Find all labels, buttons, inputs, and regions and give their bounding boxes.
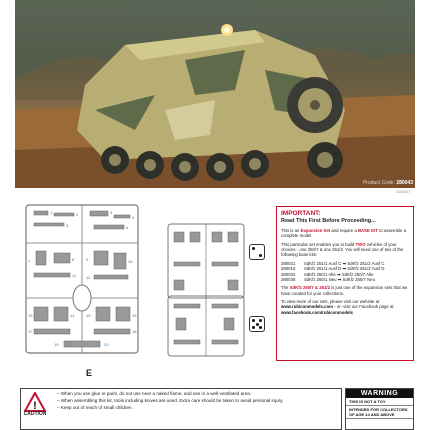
svg-text:!: ! (33, 400, 37, 412)
info-subtitle: Read This First Before Proceeding... (281, 218, 376, 225)
part-number: 1 (50, 210, 53, 215)
info-paragraph: This particular set enables you to build TWO vehicles of your choices - one 250/7 & one 251/2. You will need one of two of the following base kits: (281, 241, 404, 258)
caution-item: – When you use glue or paint, do not use near a naked flame, and use in a well-ventilated area. (57, 391, 341, 396)
part-number: 3 (110, 210, 113, 215)
info-paragraph: This is an Expansion Set and require a BASE KIT to assemble a complete model. (281, 228, 406, 239)
sprue-label: E (86, 368, 93, 378)
part-number: 2 (76, 212, 79, 217)
part-number: 13 (28, 313, 33, 318)
part-number: 18 (132, 329, 137, 334)
part-number: 17 (28, 329, 33, 334)
caution-box (20, 388, 342, 430)
part-number: 6 (126, 225, 129, 230)
product-code: Product Code: 280043 (362, 180, 413, 186)
caution-triangle-icon (24, 392, 46, 412)
base-kit-list (281, 261, 409, 282)
product-photo (15, 0, 415, 188)
info-paragraph: To view more of our sets, please visit our website at www.rubiconmodels.com - or- visit our Facebook page at www.facebook.com/rubiconmodels (281, 298, 394, 315)
warning-line: INTENDED FOR COLLECTORS OF AGE 14 AND ABOVE (346, 406, 413, 419)
part-number: 16 (132, 313, 137, 318)
website-link[interactable]: www.rubiconmodels.com (281, 304, 333, 310)
small-sprue-diagram (166, 222, 246, 300)
warning-title: WARNING (346, 389, 413, 398)
part-number: 19 (54, 342, 59, 347)
warning-line: THIS IS NOT A TOY (346, 398, 413, 406)
small-sprue-diagram (166, 294, 246, 358)
warning-box (345, 388, 414, 430)
kit-row: 280031 SdKfz 251/1 Ausf C ➡ SdKfz 251/2 Ausf C (281, 260, 385, 266)
part-number: 8 (72, 257, 75, 262)
part-number: 5 (66, 223, 69, 228)
kit-row: 280016 SdKfz 251/1 Ausf D ➡ SdKfz 251/2 Ausf D (281, 266, 385, 272)
caution-list (53, 391, 341, 412)
sprue-e-diagram (24, 203, 140, 355)
part-number: 9 (86, 257, 89, 262)
facebook-link[interactable]: www.facebook.com/rubiconmodels (281, 309, 353, 315)
caution-item: – When assembling this kit, tools including knives are used. Extra care should be taken to avoid personal injury. (57, 398, 341, 403)
part-number: 14 (70, 313, 75, 318)
kit-row: 280038 SdKfz 250/1 Neu ➡ SdKfz 250/7 Neu (281, 276, 375, 282)
part-number: 15 (86, 313, 91, 318)
part-number: 10 (128, 259, 133, 264)
halftrack-illustration (15, 0, 415, 188)
product-subcode: 10/4017 (396, 189, 411, 194)
part-number: 4 (132, 215, 135, 220)
caution-item: – Keep out of reach of small children. (57, 405, 341, 410)
kit-row: 280032 SdKfz 250/1 Alte ➡ SdKfz 250/7 Alte (281, 271, 374, 277)
part-number: 20 (104, 342, 109, 347)
info-paragraph: The SdKfz 250/7 & 251/2 is just one of the expansion sets that we have created for your collections. (281, 285, 408, 296)
die-icon (249, 244, 265, 260)
info-title: IMPORTANT: (281, 210, 321, 217)
part-number: 12 (86, 275, 91, 280)
die-icon (249, 316, 265, 332)
part-number: 11 (72, 273, 77, 278)
important-info-box (276, 206, 414, 361)
caution-label: CAUTION (23, 411, 47, 417)
part-number: 7 (28, 259, 31, 264)
